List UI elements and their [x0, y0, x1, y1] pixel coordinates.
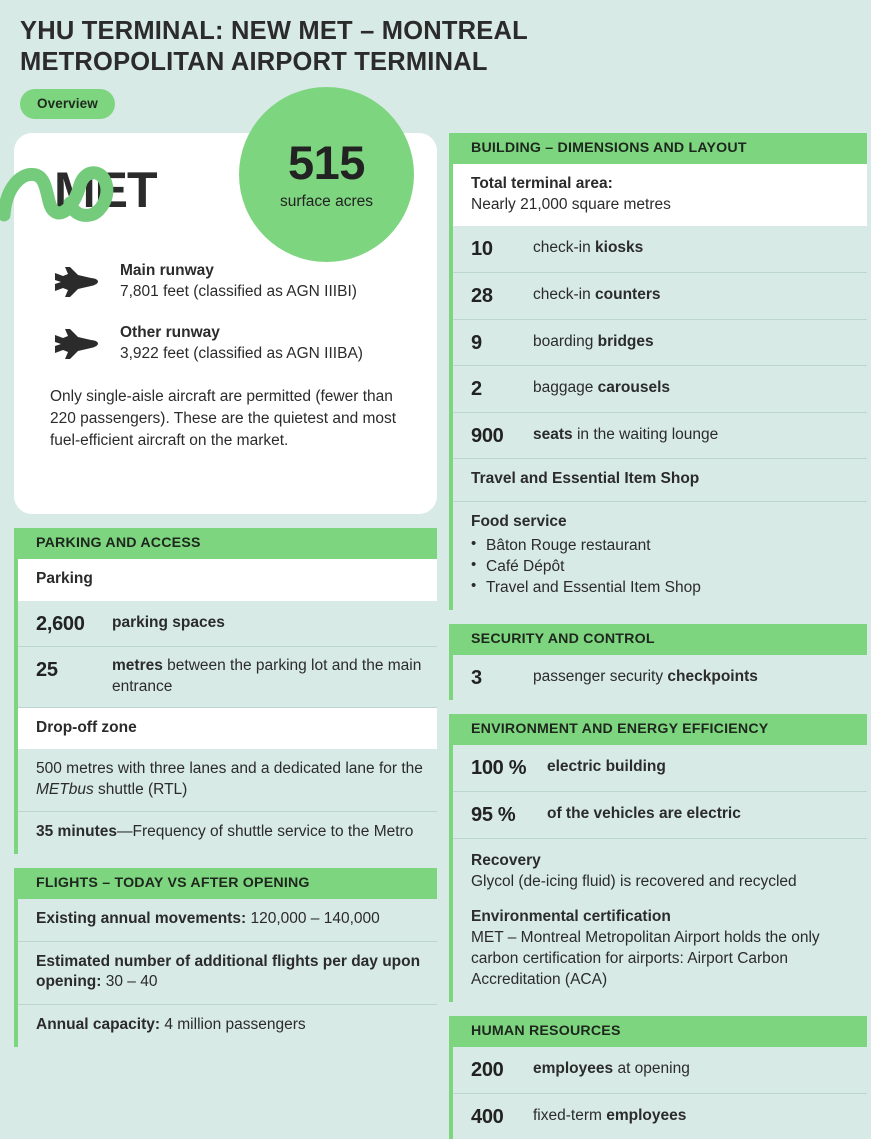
parking-label-row [18, 559, 437, 601]
flights-row [18, 942, 437, 1005]
badge-row [20, 89, 851, 119]
flights-bold: Annual capacity: [36, 1015, 165, 1033]
stat-row [453, 226, 867, 273]
content-columns [0, 119, 871, 1139]
stat-post: in the waiting lounge [572, 425, 719, 443]
stat-row [18, 601, 437, 648]
stat-row [453, 320, 867, 367]
stat-bold: carousels [597, 379, 671, 397]
section-heading: FLIGHTS – TODAY VS AFTER OPENING [14, 868, 437, 899]
stat-pre: baggage [533, 379, 598, 397]
stat-text [547, 754, 857, 778]
stat-row [453, 413, 867, 460]
stat-row [453, 745, 867, 792]
flights-row [18, 899, 437, 942]
stat-bold: seats [533, 425, 573, 443]
stat-text [533, 375, 857, 399]
section-body [449, 655, 867, 701]
stat-row [453, 655, 867, 701]
aircraft-note: Only single-aisle aircraft are permitted (fewer than 220 passengers). These are the quietest and most fuel-efficient aircraft on the market. [50, 387, 397, 449]
certification-text: MET – Montreal Metropolitan Airport holds the only carbon certification for airports: Airport Carbon Accreditation (ACA) [471, 928, 820, 988]
stat-bold: metres [112, 657, 163, 675]
page-header [0, 0, 871, 119]
recovery-text: Glycol (de-icing fluid) is recovered and recycled [471, 872, 797, 890]
flights-rest: 30 – 40 [105, 973, 158, 991]
surface-acres-value: 515 [288, 135, 365, 189]
shop-row [453, 459, 867, 502]
stat-bold: electric building [547, 758, 666, 776]
certification-block [453, 904, 867, 1002]
stat-row [453, 1094, 867, 1139]
page-title: YHU TERMINAL: NEW MET – MONTREAL METROPOLITAN AIRPORT TERMINAL [20, 17, 528, 77]
left-column [14, 133, 437, 1046]
stat-row [453, 273, 867, 320]
list-item: • Café Dépôt [471, 556, 855, 577]
stat-text [533, 422, 857, 446]
stat-text [533, 664, 857, 688]
section-body [14, 899, 437, 1046]
hero-card [14, 133, 437, 514]
stat-row [18, 647, 437, 707]
runway-item [36, 261, 415, 302]
section-heading: SECURITY AND CONTROL [449, 624, 867, 655]
stat-number: 95 % [471, 803, 516, 826]
overview-badge: Overview [20, 89, 115, 119]
runway-name: Main runway [120, 262, 214, 280]
stat-row [453, 792, 867, 839]
section-heading: PARKING AND ACCESS [14, 528, 437, 559]
stat-number: 2,600 [36, 612, 85, 635]
section-parking-and-access [14, 528, 437, 854]
stat-bold: checkpoints [667, 667, 758, 685]
stat-text [533, 1103, 857, 1127]
stat-text [533, 282, 857, 306]
section-heading: ENVIRONMENT AND ENERGY EFFICIENCY [449, 714, 867, 745]
dropoff-text-1: 500 metres with three lanes and a dedicated lane for the [36, 760, 423, 778]
flights-rest: 120,000 – 140,000 [250, 910, 380, 928]
stat-text [112, 610, 427, 634]
stat-bold: kiosks [595, 239, 644, 257]
list-item: • Travel and Essential Item Shop [471, 577, 855, 598]
stat-number: 3 [471, 666, 482, 689]
stat-bold: counters [595, 286, 661, 304]
section-security-and-control [449, 624, 867, 701]
stat-bold: of the vehicles are electric [547, 804, 741, 822]
food-service-list [471, 535, 855, 599]
met-logo-text: MET [54, 162, 157, 219]
stat-number: 2 [471, 378, 482, 401]
stat-pre: fixed-term [533, 1106, 607, 1124]
surface-acres-circle [239, 87, 414, 262]
stat-number: 25 [36, 659, 58, 682]
food-service-block [453, 502, 867, 610]
right-column [449, 133, 867, 1139]
dropoff-label-row [18, 708, 437, 750]
stat-row [453, 1047, 867, 1094]
section-building [449, 133, 867, 610]
stat-number: 9 [471, 331, 482, 354]
section-heading: BUILDING – DIMENSIONS AND LAYOUT [449, 133, 867, 164]
section-body [449, 164, 867, 610]
recovery-title: Recovery [471, 851, 541, 869]
stat-text [533, 329, 857, 353]
stat-pre: check-in [533, 239, 596, 257]
food-service-title: Food service [471, 513, 567, 531]
flights-row [18, 1005, 437, 1047]
stat-number: 400 [471, 1105, 504, 1128]
stat-bold: employees [606, 1106, 687, 1124]
stat-text [547, 801, 857, 825]
stat-number: 200 [471, 1059, 504, 1081]
stat-text [533, 235, 857, 259]
dropoff-description-row [18, 749, 437, 812]
dropoff-italic: METbus [36, 780, 94, 798]
airplane-icon [50, 323, 102, 361]
runway-text [120, 261, 357, 302]
total-area-title: Total terminal area: [471, 175, 613, 193]
list-item: • Bâton Rouge restaurant [471, 535, 855, 556]
stat-bold: employees [533, 1060, 614, 1077]
stat-row [453, 366, 867, 413]
runway-detail: 3,922 feet (classified as AGN IIIBA) [120, 345, 363, 363]
certification-title: Environmental certification [471, 907, 671, 925]
stat-number: 10 [471, 238, 493, 261]
runway-detail: 7,801 feet (classified as AGN IIIBI) [120, 282, 357, 300]
stat-bold: parking spaces [112, 613, 225, 631]
stat-number: 100 % [471, 757, 527, 780]
stat-bold: bridges [597, 332, 654, 350]
section-environment-and-energy [449, 714, 867, 1002]
shuttle-frequency-row [18, 812, 437, 854]
runway-list [36, 261, 415, 364]
section-body [14, 559, 437, 854]
airplane-icon [50, 261, 102, 299]
stat-number: 900 [471, 424, 504, 447]
section-flights [14, 868, 437, 1046]
shuttle-bold: 35 minutes [36, 823, 117, 841]
section-heading: HUMAN RESOURCES [449, 1016, 867, 1047]
total-area-row [453, 164, 867, 226]
stat-pre: check-in [533, 286, 596, 304]
surface-acres-label: surface acres [279, 192, 374, 210]
shop-label: Travel and Essential Item Shop [471, 470, 700, 488]
runway-text [120, 323, 363, 364]
stat-number: 28 [471, 285, 493, 308]
flights-bold: Existing annual movements: [36, 910, 251, 928]
recovery-block [453, 839, 867, 904]
flights-rest: 4 million passengers [164, 1015, 306, 1033]
stat-pre: passenger security [533, 667, 668, 685]
shuttle-rest: —Frequency of shuttle service to the Metro [116, 823, 414, 841]
dropoff-text-2: shuttle (RTL) [93, 780, 188, 798]
total-area-value: Nearly 21,000 square metres [471, 195, 671, 213]
runway-item [36, 323, 415, 364]
section-human-resources [449, 1016, 867, 1139]
parking-label: Parking [36, 570, 93, 588]
section-body [449, 1047, 867, 1139]
stat-text [112, 656, 427, 697]
stat-post: between the parking lot and the main entrance [112, 657, 422, 696]
section-body [449, 745, 867, 1002]
flights-bold: Estimated number of additional flights per day upon opening: [36, 952, 421, 991]
runway-name: Other runway [120, 324, 220, 342]
stat-pre: boarding [533, 332, 598, 350]
stat-text [533, 1056, 857, 1080]
dropoff-label: Drop-off zone [36, 718, 137, 736]
stat-post: at opening [613, 1060, 690, 1077]
